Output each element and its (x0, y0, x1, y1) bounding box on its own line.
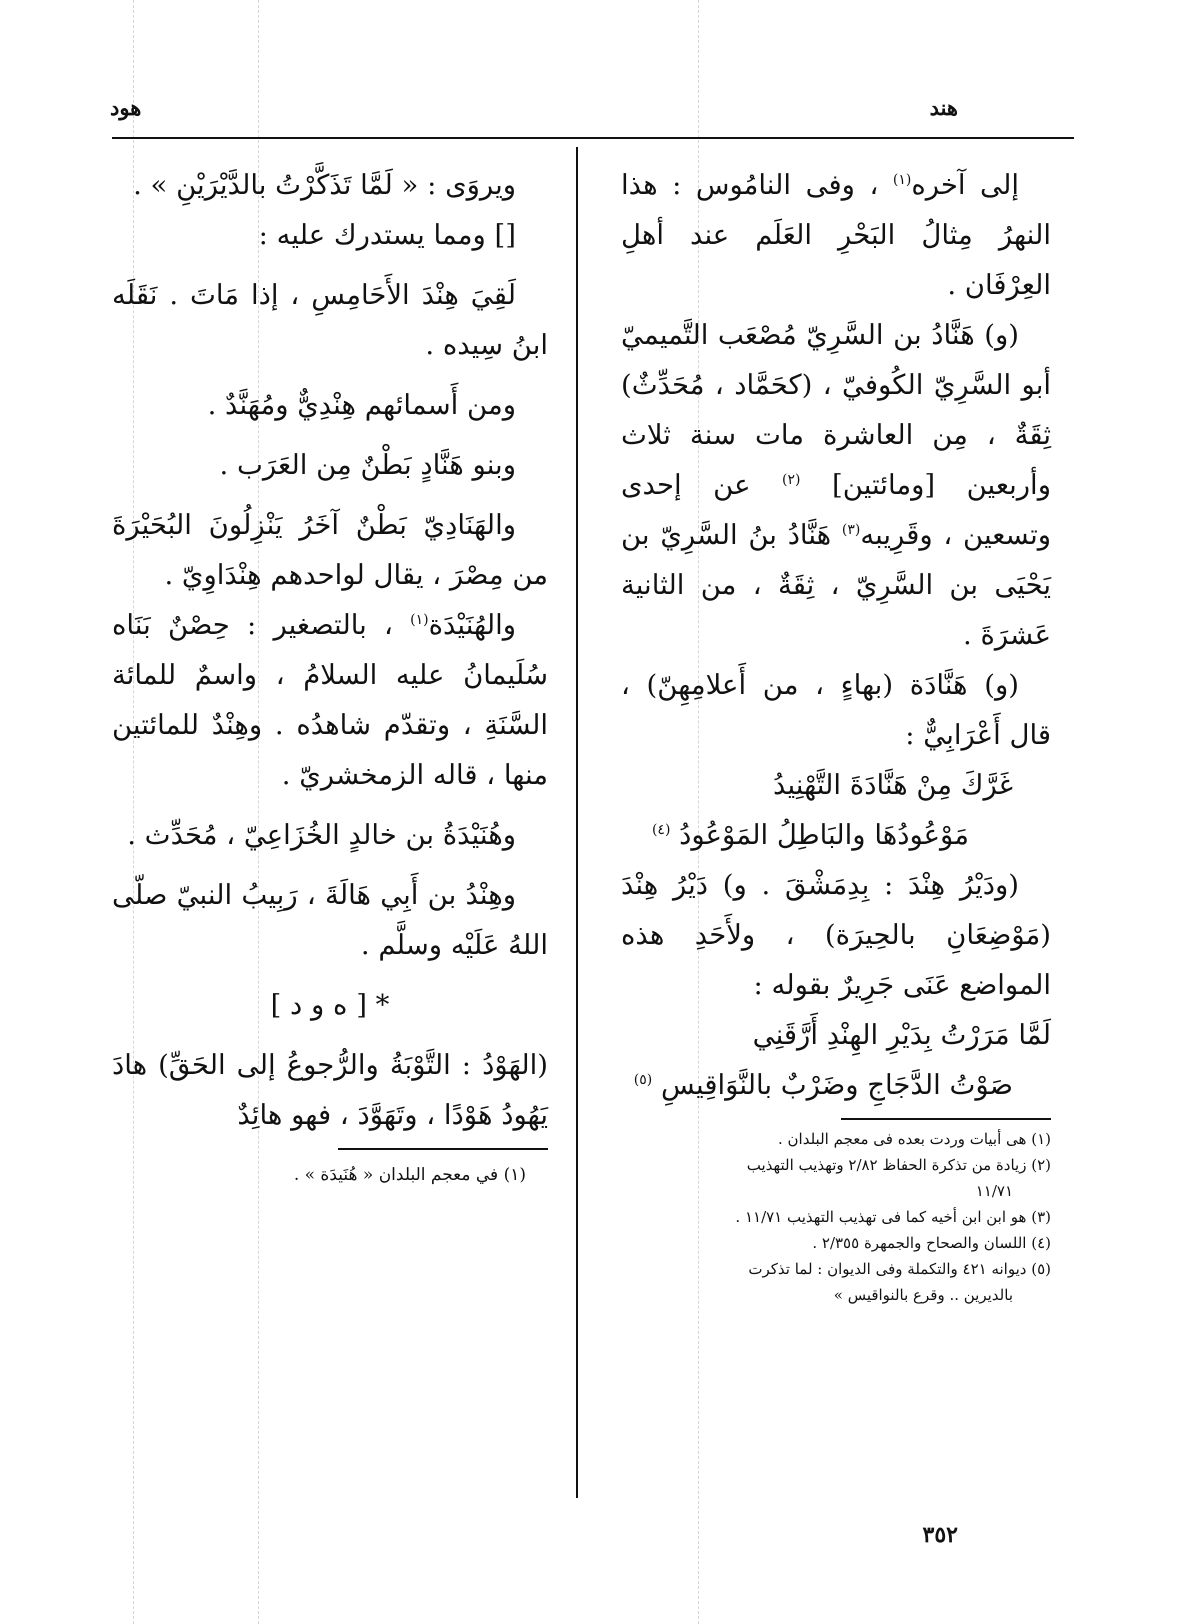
entry-paragraph: ويروَى : « لَمَّا تَذَكَّرْتُ بالدَّيْرَيْنِ » . (133, 169, 516, 201)
column-divider (576, 147, 578, 1498)
verse-line: صَوْتُ الدَّجَاجِ وضَرْبٌ بالنَّوَاقِيسِ $^{(٥)}$ (633, 1069, 1013, 1101)
running-head-left: هود (110, 95, 142, 120)
footnote-mark: (٤) (651, 821, 671, 838)
footnote: (٥) ديوانه ٤٢١ والتكملة وفى الديوان : لما تذكرت (748, 1260, 1051, 1278)
footnote-mark: (٣) (841, 521, 861, 538)
left-column (112, 160, 548, 1190)
page-number: ٣٥٢ (922, 1522, 958, 1548)
footnote: (٤) اللسان والصحاح والجمهرة ٢/٣٥٥ . (812, 1234, 1051, 1252)
entry-paragraph: وهِنْدُ بن أَبِي هَالَةَ ، رَبِيبُ النبيّ صلّى اللهُ عَلَيْه وسلَّم . (112, 879, 548, 961)
entry-paragraph: (ودَيْرُ هِنْدَ : بِدِمَشْقَ . و) دَيْرُ هِنْدَ (مَوْضِعَانِ بالحِيرَة) ، ولأَحَدِ هذه المواضع عَنَى جَرِيرٌ بقوله : (621, 869, 1051, 1001)
footnote: (١) هى أبيات وردت بعده فى معجم البلدان . (778, 1130, 1051, 1148)
entry-paragraph: (و) هَنَّادُ بن السَّرِيّ مُصْعَب التَّميميّ أبو السَّرِيّ الكُوفيّ ، (كحَمَّاد ، مُحَدِّثٌ) ثِقَةٌ ، مِن العاشرة مات سنة ثلاث وأربعين [ومائتين] $^{(٢)}$ عن إحدى وتسعين ، وقَرِيبه$^{(٣)}$ هَنَّادُ بنُ السَّرِيّ بن يَحْيَى بن السَّرِيّ ، ثِقَةٌ ، من الثانية عَشرَةَ . (621, 319, 1052, 651)
footnote: ١١/٧١ (975, 1182, 1013, 1200)
running-head-right: هند (929, 95, 958, 120)
verse-line: مَوْعُودُهَا والبَاطِلُ المَوْعُودُ $^{(٤)}$ (651, 819, 969, 851)
footnote: بالديرين .. وقرع بالنواقيس » (833, 1286, 1013, 1304)
footnote-mark: (٢) (782, 471, 801, 488)
entry-paragraph: لَقِيَ هِنْدَ الأَحَامِسِ ، إذا مَاتَ . نَقَلَه ابنُ سِيده . (112, 279, 548, 361)
entry-paragraph: وهُنَيْدَةُ بن خالدٍ الخُزَاعِيّ ، مُحَدِّث . (127, 819, 516, 851)
footnote-rule (338, 1148, 548, 1150)
verse-line: غَرَّكَ مِنْ هَنَّادَةَ التَّهْنِيدُ (773, 769, 1013, 801)
footnote-mark: (١) (892, 171, 912, 188)
entry-paragraph: إلى آخره$^{(١)}$ ، وفى النامُوس : هذا النهرُ مِثالُ البَحْرِ العَلَم عند أهلِ العِرْفَان . (621, 169, 1051, 301)
footnote-mark: (٥) (633, 1071, 653, 1088)
entry-paragraph: والهَنَادِيّ بَطْنٌ آخَرُ يَنْزِلُونَ البُحَيْرَةَ من مِصْرَ ، يقال لواحدهم هِنْدَاوِيّ . (112, 509, 548, 591)
footnote-mark: (١) (410, 611, 429, 628)
footnote: (٣) هو ابن ابن أخيه كما فى تهذيب التهذيب ١١/٧١ . (735, 1208, 1051, 1226)
entry-paragraph: والهُنَيْدَة$^{(١)}$ ، بالتصغير : حِصْنٌ بَنَاه سُلَيمانُ عليه السلامُ ، واسمٌ للمائة السَّنَةِ ، وتقدّم شاهدُه . وهِنْدٌ للمائتين منها ، قاله الزمخشريّ . (112, 609, 548, 791)
entry-paragraph: (و) هَنَّادَة (بهاءٍ ، من أَعلامِهِنّ) ، قال أَعْرَابِيٌّ : (621, 669, 1051, 751)
section-heading: * [ ه و د ] (270, 989, 390, 1021)
verse-line: لَمَّا مَرَرْتُ بِدَيْرِ الهِنْدِ أَرَّقَنِي (752, 1019, 1051, 1051)
entry-paragraph: وبنو هَنَّادٍ بَطْنٌ مِن العَرَب . (219, 449, 516, 481)
header-rule (112, 137, 1074, 139)
footnote: (٢) زيادة من تذكرة الحفاظ ٢/٨٢ وتهذيب التهذيب (746, 1156, 1051, 1174)
entry-paragraph: (الهَوْدُ : التَّوْبَةُ والرُّجوعُ إلى الحَقِّ) هادَ يَهُودُ هَوْدًا ، وتَهَوَّدَ ، فهو هائِدٌ (112, 1049, 548, 1131)
footnote-rule (841, 1118, 1051, 1120)
entry-paragraph: ومن أَسمائهم هِنْدِيٌّ ومُهَنَّدٌ . (207, 389, 516, 421)
entry-paragraph: [] ومما يستدرك عليه : (258, 219, 516, 251)
footnote: (١) في معجم البلدان « هُنَيدَة » . (293, 1165, 526, 1185)
right-column (621, 160, 1051, 1308)
